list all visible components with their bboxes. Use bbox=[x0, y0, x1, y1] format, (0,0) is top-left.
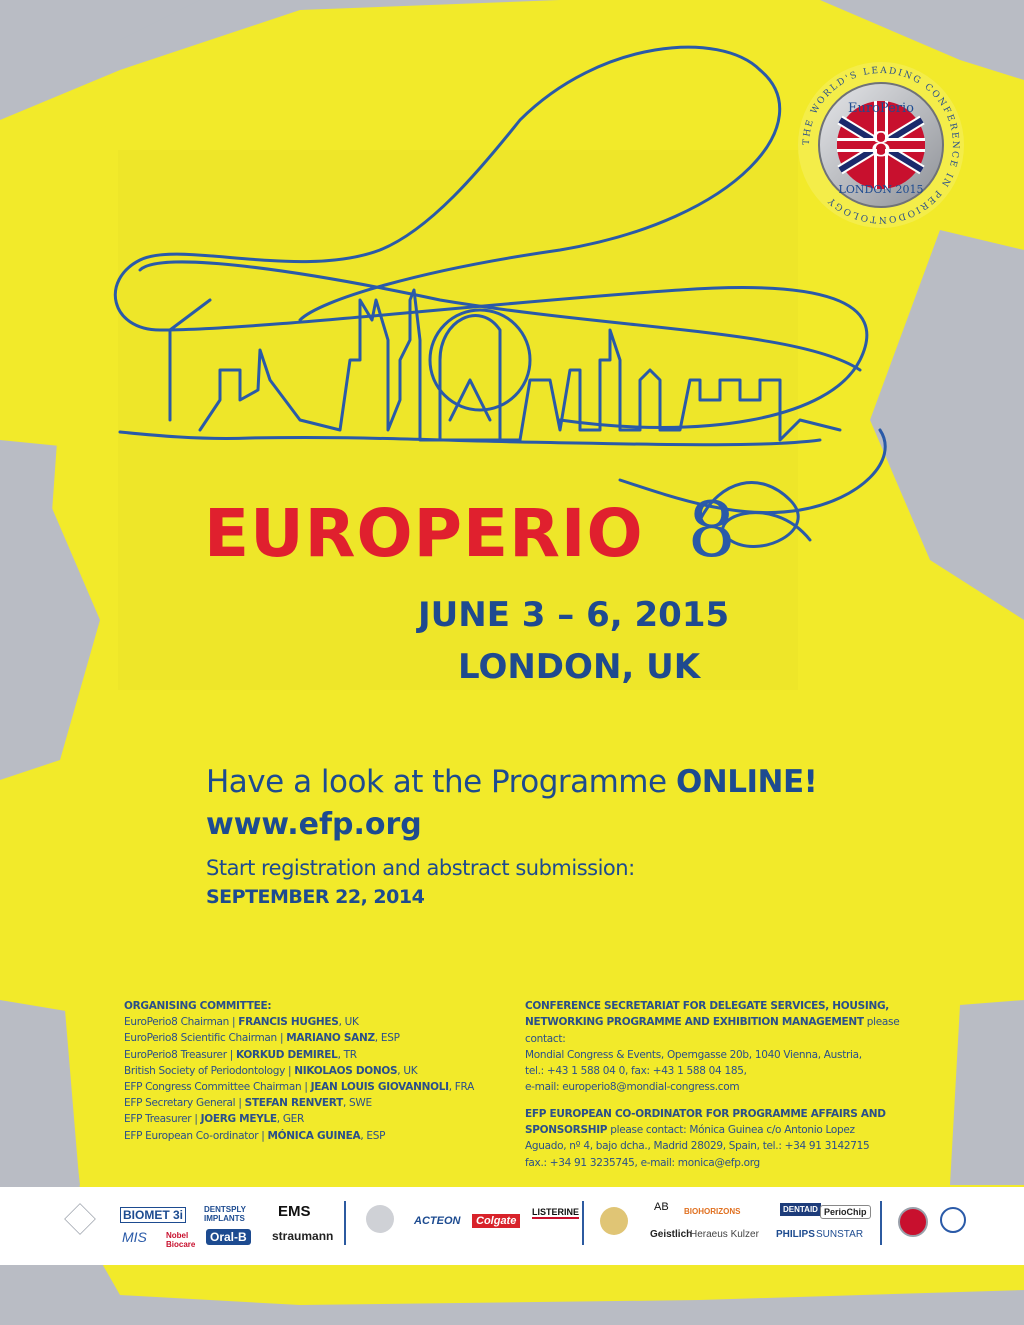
mis-logo: MIS bbox=[122, 1229, 147, 1245]
committee-country: , ESP bbox=[374, 1032, 400, 1045]
coordinator-address: Aguado, nº 4, bajo dcha., Madrid 28029, Spain, tel.: +34 91 3142715 bbox=[525, 1140, 870, 1153]
diamond-sponsor-icon bbox=[64, 1203, 96, 1235]
partner-seal-icon bbox=[898, 1207, 928, 1237]
seal-ring-text: THE WORLD'S LEADING CONFERENCE IN PERIODONTOLOGY bbox=[801, 65, 961, 225]
philips-logo: PHILIPS bbox=[776, 1229, 815, 1240]
committee-country: , UK bbox=[338, 1016, 359, 1029]
svg-text:8: 8 bbox=[870, 125, 892, 165]
committee-row bbox=[124, 1128, 504, 1144]
seal-graphic bbox=[796, 60, 966, 230]
coordinator-heading: EFP EUROPEAN CO-ORDINATOR FOR PROGRAMME AFFAIRS AND bbox=[525, 1107, 886, 1120]
coordinator-fax-email[interactable]: fax.: +34 91 3235745, e-mail: monica@efp.org bbox=[525, 1156, 760, 1169]
sponsor-divider bbox=[344, 1201, 346, 1245]
secretariat-heading: CONFERENCE SECRETARIAT FOR DELEGATE SERVICES, HOUSING, bbox=[525, 1000, 889, 1012]
committee-name: STEFAN RENVERT bbox=[244, 1097, 343, 1110]
coordinator-contact: please contact: Mónica Guinea c/o Antonio Lopez bbox=[607, 1124, 855, 1137]
listerine-logo: LISTERINE bbox=[532, 1207, 580, 1217]
registration-date: SEPTEMBER 22, 2014 bbox=[206, 886, 425, 908]
secretariat-heading-2: NETWORKING PROGRAMME AND EXHIBITION MANAGEMENT bbox=[525, 1016, 864, 1029]
committee-country: , FRA bbox=[448, 1081, 475, 1094]
committee-name: KORKUD DEMIREL bbox=[236, 1048, 338, 1061]
gold-sponsor-icon bbox=[366, 1205, 394, 1233]
ems-logo: EMS bbox=[278, 1203, 311, 1220]
committee-role: EFP Secretary General | bbox=[124, 1097, 245, 1110]
nobel-logo: Nobel Biocare bbox=[166, 1231, 196, 1249]
dentsply-logo: DENTSPLY IMPLANTS bbox=[204, 1205, 246, 1223]
committee-country: , TR bbox=[337, 1048, 357, 1061]
committee-row bbox=[124, 1063, 504, 1079]
conference-secretariat bbox=[525, 998, 925, 1171]
dentaid-logo: DENTAID bbox=[780, 1203, 821, 1216]
committee-role: EuroPerio8 Treasurer | bbox=[124, 1048, 237, 1061]
title-euro: EURO bbox=[204, 495, 414, 572]
committee-country: , GER bbox=[276, 1113, 305, 1126]
committee-role: EuroPerio8 Scientific Chairman | bbox=[124, 1032, 287, 1045]
committee-role: EuroPerio8 Chairman | bbox=[124, 1016, 239, 1029]
title-number: 8 bbox=[687, 485, 737, 574]
committee-country: , UK bbox=[397, 1064, 418, 1077]
registration-text: Start registration and abstract submission: bbox=[206, 856, 635, 880]
colgate-logo: Colgate bbox=[472, 1214, 520, 1228]
committee-name: NIKOLAOS DONOS bbox=[294, 1064, 398, 1077]
committee-role: EFP Treasurer | bbox=[124, 1113, 201, 1126]
straumann-logo: straumann bbox=[272, 1229, 334, 1243]
event-title bbox=[204, 485, 737, 574]
europerio-seal bbox=[796, 60, 966, 230]
committee-name: MARIANO SANZ bbox=[286, 1032, 375, 1045]
coordinator-heading-2: SPONSORSHIP bbox=[525, 1124, 608, 1137]
periochip-logo: PerioChip bbox=[820, 1205, 871, 1219]
programme-prefix: Have a look at the Programme bbox=[206, 764, 676, 800]
committee-name: JEAN LOUIS GIOVANNOLI bbox=[310, 1081, 449, 1094]
committee-row bbox=[124, 1047, 504, 1063]
secretariat-contact: please contact: bbox=[525, 1016, 900, 1045]
committee-row bbox=[124, 1079, 504, 1095]
committee-name: FRANCIS HUGHES bbox=[238, 1016, 339, 1029]
sponsor-divider bbox=[582, 1201, 584, 1245]
committee-role: EFP Congress Committee Chairman | bbox=[124, 1081, 311, 1094]
programme-online-emph: ONLINE! bbox=[675, 764, 818, 800]
secretariat-phone: tel.: +43 1 588 04 0, fax: +43 1 588 04 185, bbox=[525, 1065, 747, 1078]
committee-row bbox=[124, 1014, 504, 1030]
committee-row bbox=[124, 1095, 504, 1111]
committee-heading: ORGANISING COMMITTEE: bbox=[124, 1000, 272, 1012]
event-location: LONDON, UK bbox=[458, 647, 701, 687]
secretariat-email[interactable]: e-mail: europerio8@mondial-congress.com bbox=[525, 1081, 740, 1094]
committee-name: JOERG MEYLE bbox=[200, 1113, 277, 1126]
title-perio: PERIO bbox=[413, 495, 644, 572]
committee-country: , SWE bbox=[342, 1097, 372, 1110]
event-date: JUNE 3 – 6, 2015 bbox=[418, 595, 730, 635]
committee-country: , ESP bbox=[360, 1129, 386, 1142]
sponsor-divider bbox=[880, 1201, 882, 1245]
committee-role: British Society of Periodontology | bbox=[124, 1064, 295, 1077]
website-link[interactable]: www.efp.org bbox=[206, 807, 422, 842]
heraeus-logo: Heraeus Kulzer bbox=[690, 1229, 759, 1240]
seal-top-text: EuroPerio bbox=[848, 101, 914, 116]
committee-name: MÓNICA GUINEA bbox=[267, 1129, 361, 1142]
committee-role: EFP European Co-ordinator | bbox=[124, 1129, 268, 1142]
committee-row bbox=[124, 1111, 504, 1127]
oralb-logo: Oral-B bbox=[206, 1229, 251, 1245]
geistlich-logo: Geistlich bbox=[650, 1229, 693, 1240]
sponsor-bar bbox=[0, 1187, 1024, 1265]
sunstar-logo: SUNSTAR bbox=[816, 1229, 864, 1240]
seal-bottom-text: LONDON 2015 bbox=[838, 183, 924, 196]
acteon-logo: ACTEON bbox=[414, 1215, 461, 1227]
organising-committee bbox=[124, 998, 504, 1144]
secretariat-address: Mondial Congress & Events, Operngasse 20b, 1040 Vienna, Austria, bbox=[525, 1048, 862, 1061]
biomet-logo: BIOMET 3i bbox=[120, 1207, 186, 1223]
ab-logo: AB bbox=[654, 1201, 669, 1213]
silver-sponsor-icon bbox=[600, 1207, 628, 1235]
partner-logo-icon bbox=[940, 1207, 966, 1233]
biohorizons-logo: BIOHORIZONS bbox=[684, 1207, 741, 1216]
committee-row bbox=[124, 1030, 504, 1046]
programme-online-text bbox=[206, 764, 817, 800]
